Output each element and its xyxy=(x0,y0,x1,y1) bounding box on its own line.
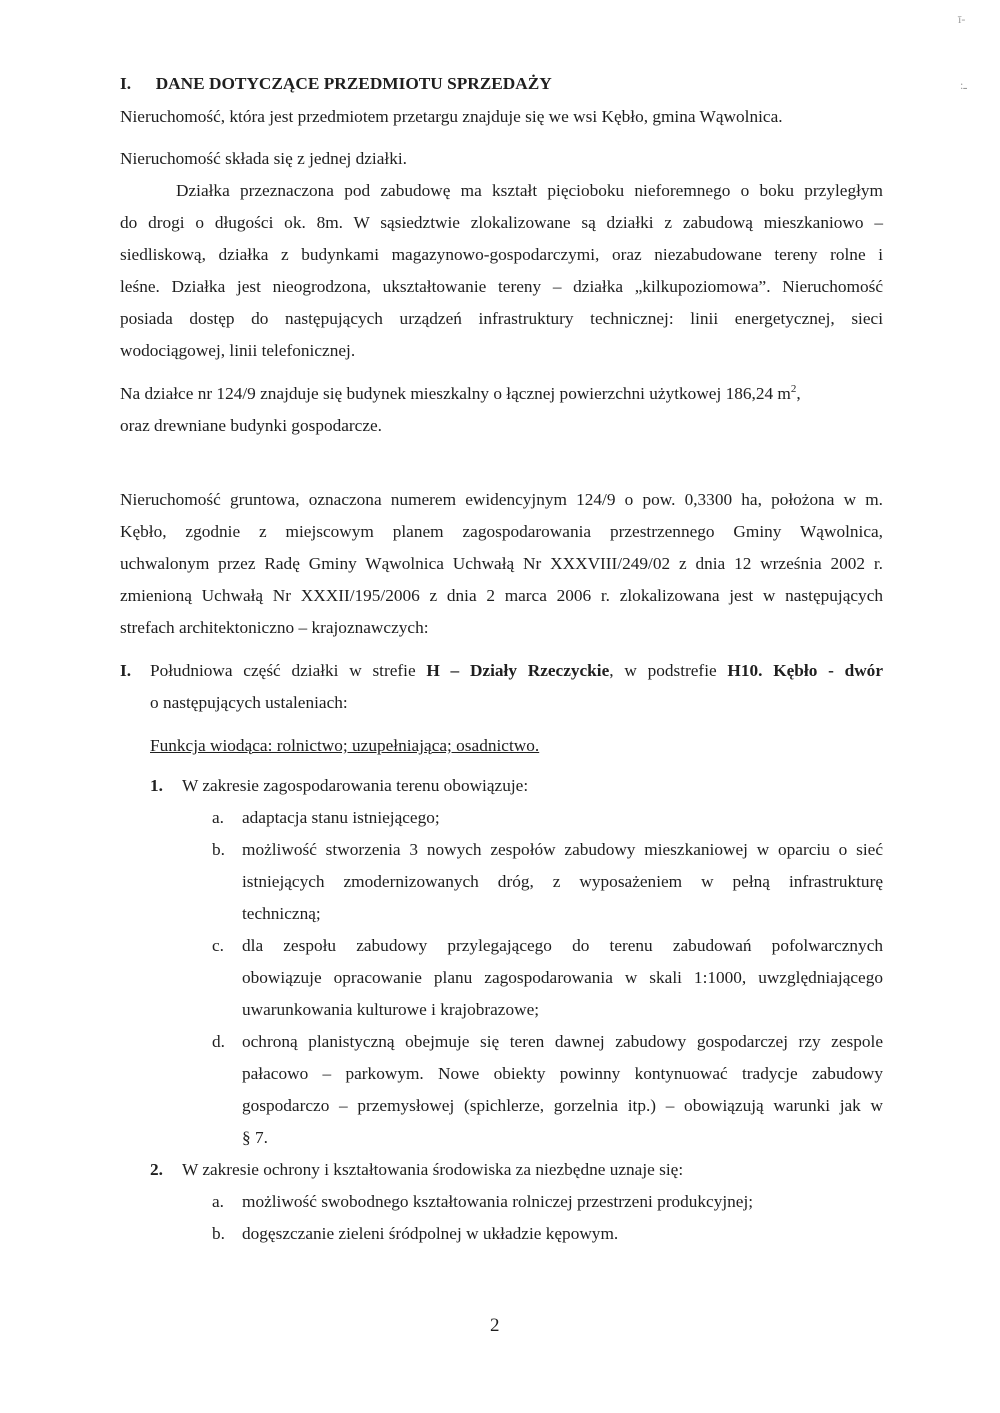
scan-mark-side: :ـ xyxy=(960,78,967,92)
item-letter: b. xyxy=(212,840,225,859)
item-letter: c. xyxy=(212,936,224,955)
item-line: dla zespołu zabudowy przylegającego do terenu zabudowań pofolwarcznych xyxy=(242,936,883,955)
item-line: możliwość stworzenia 3 nowych zespołów zabudowy mieszkaniowej w oparciu o sieć xyxy=(242,840,883,859)
item-letter: b. xyxy=(212,1224,225,1243)
single-plot-line: Nieruchomość składa się z jednej działki. xyxy=(120,149,407,168)
item-line: adaptacja stanu istniejącego; xyxy=(242,808,440,827)
item-line: dogęszczanie zieleni śródpolnej w układzie kępowym. xyxy=(242,1224,619,1243)
item-letter: a. xyxy=(212,808,224,827)
subzone-name: H10. Kębło - dwór xyxy=(727,661,883,680)
zone-name: H – Działy Rzeczyckie xyxy=(426,661,610,680)
item-letter: a. xyxy=(212,1192,224,1211)
item-line: pałacowo – parkowym. Nowe obiekty powinny kontynuować tradycje zabudowy xyxy=(242,1064,883,1083)
zone-text: Południowa część działki w strefie xyxy=(150,661,427,680)
item-line: obowiązuje opracowanie planu zagospodarowania w skali 1:1000, uwzględniającego xyxy=(242,968,883,987)
zone-line-2: o następujących ustaleniach: xyxy=(150,693,348,712)
description-line: posiada dostęp do następujących urządzeń infrastruktury technicznej: linii energetycznej, sieci xyxy=(120,309,883,328)
area-superscript: 2 xyxy=(790,383,797,396)
rule-number: 2. xyxy=(150,1160,163,1179)
item-line: ochroną planistyczną obejmuje się teren dawnej zabudowy gospodarczej rzy zespole xyxy=(242,1032,883,1051)
description-line: siedliskową, działka z budynkami magazynowo-gospodarczymi, oraz niezabudowane tereny rolne i xyxy=(120,245,883,264)
building-line-2: oraz drewniane budynki gospodarcze. xyxy=(120,416,382,435)
building-line-1 xyxy=(120,384,883,404)
item-line: możliwość swobodnego kształtowania rolniczej przestrzeni produkcyjnej; xyxy=(242,1192,754,1211)
item-line: uwarunkowania kulturowe i krajobrazowe; xyxy=(242,1000,540,1019)
section-heading xyxy=(120,74,552,94)
item-line: § 7. xyxy=(242,1128,268,1147)
rule-heading: W zakresie ochrony i kształtowania środowiska za niezbędne uznaje się: xyxy=(182,1160,684,1179)
item-line: gospodarczo – przemysłowej (spichlerze, gorzelnia itp.) – obowiązują warunki jak w xyxy=(242,1096,883,1115)
page-number: 2 xyxy=(490,1315,500,1336)
zoning-line: zmienioną Uchwałą Nr XXXII/195/2006 z dnia 2 marca 2006 r. zlokalizowana jest w następujących xyxy=(120,586,883,605)
description-line: wodociągowej, linii telefonicznej. xyxy=(120,341,356,360)
zoning-line: strefach architektoniczno – krajoznawczych: xyxy=(120,618,429,637)
item-letter: d. xyxy=(212,1032,225,1051)
zoning-line: uchwalonym przez Radę Gminy Wąwolnica Uchwałą Nr XXXVIII/249/02 z dnia 12 września 2002 r. xyxy=(120,554,883,573)
section-title: DANE DOTYCZĄCE PRZEDMIOTU SPRZEDAŻY xyxy=(155,74,552,93)
scan-mark-top: ī- xyxy=(958,12,966,26)
description-line: leśne. Działka jest nieogrodzona, ukształtowanie tereny – działka „kilkupoziomowa”. Nieruchomość xyxy=(120,277,883,296)
description-line: Działka przeznaczona pod zabudowę ma kształt pięcioboku nieforemnego o boku przyległym xyxy=(176,181,883,200)
rule-heading: W zakresie zagospodarowania terenu obowiązuje: xyxy=(182,776,529,795)
item-line: istniejących zmodernizowanych dróg, z wyposażeniem w pełną infrastrukturę xyxy=(242,872,883,891)
intro-line: Nieruchomość, która jest przedmiotem przetargu znajduje się we wsi Kębło, gmina Wąwolnica. xyxy=(120,107,783,126)
description-line: do drogi o długości ok. 8m. W sąsiedztwie zlokalizowane są działki z zabudową mieszkaniowo – xyxy=(120,213,883,232)
building-comma: , xyxy=(796,384,801,403)
section-numeral: I. xyxy=(120,74,132,93)
zoning-line: Kębło, zgodnie z miejscowym planem zagospodarowania przestrzennego Gminy Wąwolnica, xyxy=(120,522,883,541)
building-text: Na działce nr 124/9 znajduje się budynek mieszkalny o łącznej powierzchni użytkowej 186,24 m xyxy=(120,384,791,403)
function-line: Funkcja wiodąca: rolnictwo; uzupełniająca; osadnictwo. xyxy=(150,736,540,755)
zone-text-mid: , w podstrefie xyxy=(609,661,728,680)
zone-numeral: I. xyxy=(120,661,132,680)
zoning-line: Nieruchomość gruntowa, oznaczona numerem ewidencyjnym 124/9 o pow. 0,3300 ha, położona w m. xyxy=(120,490,883,509)
item-line: techniczną; xyxy=(242,904,321,923)
rule-number: 1. xyxy=(150,776,163,795)
zone-line-1 xyxy=(150,661,883,681)
